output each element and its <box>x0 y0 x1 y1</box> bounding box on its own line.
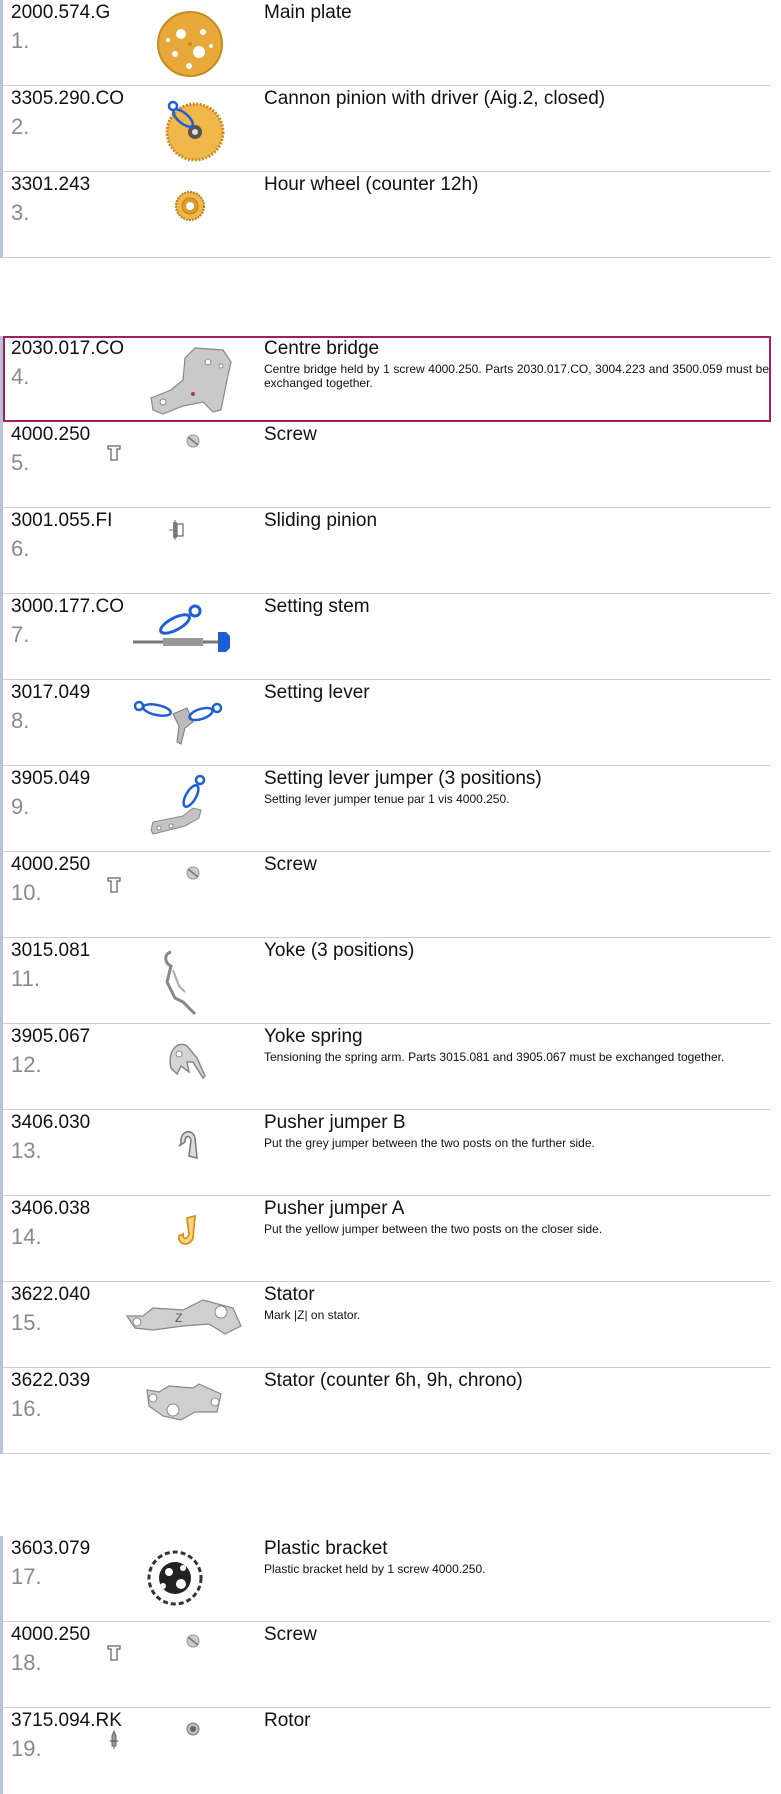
part-number: 3406.038 <box>11 1198 91 1219</box>
part-title: Rotor <box>264 1710 311 1731</box>
part-title: Setting stem <box>264 596 370 617</box>
part-row[interactable] <box>3 172 771 258</box>
part-title: Centre bridge <box>264 338 380 359</box>
part-row[interactable] <box>3 1708 771 1794</box>
part-title: Stator <box>264 1284 315 1305</box>
part-title: Screw <box>264 854 317 875</box>
part-row[interactable] <box>3 1368 771 1454</box>
screw-side-icon <box>107 444 121 462</box>
part-number: 4000.250 <box>11 854 91 875</box>
part-number: 3905.049 <box>11 768 91 789</box>
part-row[interactable] <box>3 508 771 594</box>
stator-mark: Z <box>175 1311 183 1325</box>
part-row[interactable] <box>3 1110 771 1196</box>
part-index: 7. <box>11 622 30 647</box>
part-row[interactable] <box>3 86 771 172</box>
part-title: Cannon pinion with driver (Aig.2, closed) <box>264 88 606 109</box>
part-note: Tensioning the spring arm. Parts 3015.081 and 3905.067 must be exchanged together. <box>264 1050 725 1064</box>
part-number: 3715.094.RK <box>11 1710 122 1731</box>
screw-side-icon <box>107 876 121 894</box>
part-row[interactable] <box>3 1282 771 1368</box>
part-note: Mark |Z| on stator. <box>264 1308 361 1322</box>
part-row[interactable] <box>3 938 771 1024</box>
part-number: 3622.040 <box>11 1284 91 1305</box>
part-title: Setting lever jumper (3 positions) <box>264 768 542 789</box>
part-title: Hour wheel (counter 12h) <box>264 174 479 195</box>
part-title: Yoke (3 positions) <box>264 940 415 961</box>
screw-icon <box>123 856 258 936</box>
part-index: 9. <box>11 794 30 819</box>
part-number: 2000.574.G <box>11 2 111 23</box>
part-index: 19. <box>11 1736 42 1761</box>
part-title: Plastic bracket <box>264 1538 388 1559</box>
part-number: 3000.177.CO <box>11 596 125 617</box>
part-index: 14. <box>11 1224 42 1249</box>
part-number: 3406.030 <box>11 1112 91 1133</box>
part-note: Centre bridge held by 1 screw 4000.250. Parts 2030.017.CO, 3004.223 and 3500.059 must be exchanged together. <box>264 362 769 390</box>
part-title: Setting lever <box>264 682 370 703</box>
part-row[interactable] <box>3 594 771 680</box>
screw-icon <box>123 1626 258 1706</box>
setting-lever-jumper-icon <box>123 770 258 850</box>
part-row-selected[interactable] <box>3 336 771 422</box>
centre-bridge-icon <box>123 340 258 420</box>
part-index: 13. <box>11 1138 42 1163</box>
part-index: 2. <box>11 114 30 139</box>
part-title: Pusher jumper A <box>264 1198 405 1219</box>
part-title: Yoke spring <box>264 1026 363 1047</box>
part-number: 4000.250 <box>11 424 91 445</box>
pusher-jumper-b-icon <box>123 1114 258 1194</box>
part-index: 10. <box>11 880 42 905</box>
part-number: 3905.067 <box>11 1026 91 1047</box>
part-row[interactable] <box>3 852 771 938</box>
part-row[interactable] <box>3 680 771 766</box>
pusher-jumper-a-icon <box>123 1200 258 1280</box>
part-index: 17. <box>11 1564 42 1589</box>
screw-icon <box>123 426 258 506</box>
part-row[interactable] <box>3 1196 771 1282</box>
part-row[interactable] <box>3 1024 771 1110</box>
part-note: Put the yellow jumper between the two posts on the closer side. <box>264 1222 603 1236</box>
part-number: 3017.049 <box>11 682 91 703</box>
part-number: 3622.039 <box>11 1370 91 1391</box>
part-title: Pusher jumper B <box>264 1112 406 1133</box>
part-title: Screw <box>264 1624 317 1645</box>
part-number: 2030.017.CO <box>11 338 125 359</box>
rotor-side-icon <box>107 1730 121 1750</box>
main-plate-icon <box>123 4 258 84</box>
part-index: 6. <box>11 536 30 561</box>
plastic-bracket-icon <box>123 1540 258 1620</box>
parts-group-1 <box>0 0 771 258</box>
part-title: Main plate <box>264 2 352 23</box>
setting-stem-icon <box>123 598 258 678</box>
part-number: 3001.055.FI <box>11 510 113 531</box>
parts-group-3 <box>0 1536 771 1794</box>
part-index: 11. <box>11 966 40 991</box>
part-title: Screw <box>264 424 317 445</box>
part-index: 3. <box>11 200 30 225</box>
parts-group-2 <box>0 336 771 1454</box>
part-title: Sliding pinion <box>264 510 378 531</box>
stator-counter-icon <box>123 1372 258 1452</box>
part-number: 3301.243 <box>11 174 91 195</box>
part-index: 4. <box>11 364 30 389</box>
hour-wheel-icon <box>123 176 258 256</box>
part-index: 18. <box>11 1650 42 1675</box>
part-number: 3015.081 <box>11 940 91 961</box>
yoke-spring-icon <box>123 1028 258 1108</box>
part-index: 12. <box>11 1052 42 1077</box>
setting-lever-icon <box>123 684 258 764</box>
part-row[interactable] <box>3 1622 771 1708</box>
sliding-pinion-icon <box>123 512 258 592</box>
part-index: 8. <box>11 708 30 733</box>
part-row[interactable] <box>3 0 771 86</box>
part-number: 3603.079 <box>11 1538 91 1559</box>
part-index: 1. <box>11 28 30 53</box>
rotor-icon <box>123 1712 258 1792</box>
part-title: Stator (counter 6h, 9h, chrono) <box>264 1370 523 1391</box>
part-row[interactable] <box>3 766 771 852</box>
stator-icon <box>123 1286 258 1366</box>
cannon-pinion-icon <box>123 90 258 170</box>
part-row[interactable] <box>3 422 771 508</box>
part-row[interactable] <box>3 1536 771 1622</box>
part-index: 5. <box>11 450 30 475</box>
part-index: 16. <box>11 1396 42 1421</box>
part-note: Plastic bracket held by 1 screw 4000.250. <box>264 1562 486 1576</box>
part-note: Put the grey jumper between the two posts on the further side. <box>264 1136 595 1150</box>
part-number: 3305.290.CO <box>11 88 125 109</box>
part-note: Setting lever jumper tenue par 1 vis 4000.250. <box>264 792 510 806</box>
part-number: 4000.250 <box>11 1624 91 1645</box>
part-index: 15. <box>11 1310 42 1335</box>
yoke-icon <box>123 942 258 1022</box>
screw-side-icon <box>107 1644 121 1662</box>
